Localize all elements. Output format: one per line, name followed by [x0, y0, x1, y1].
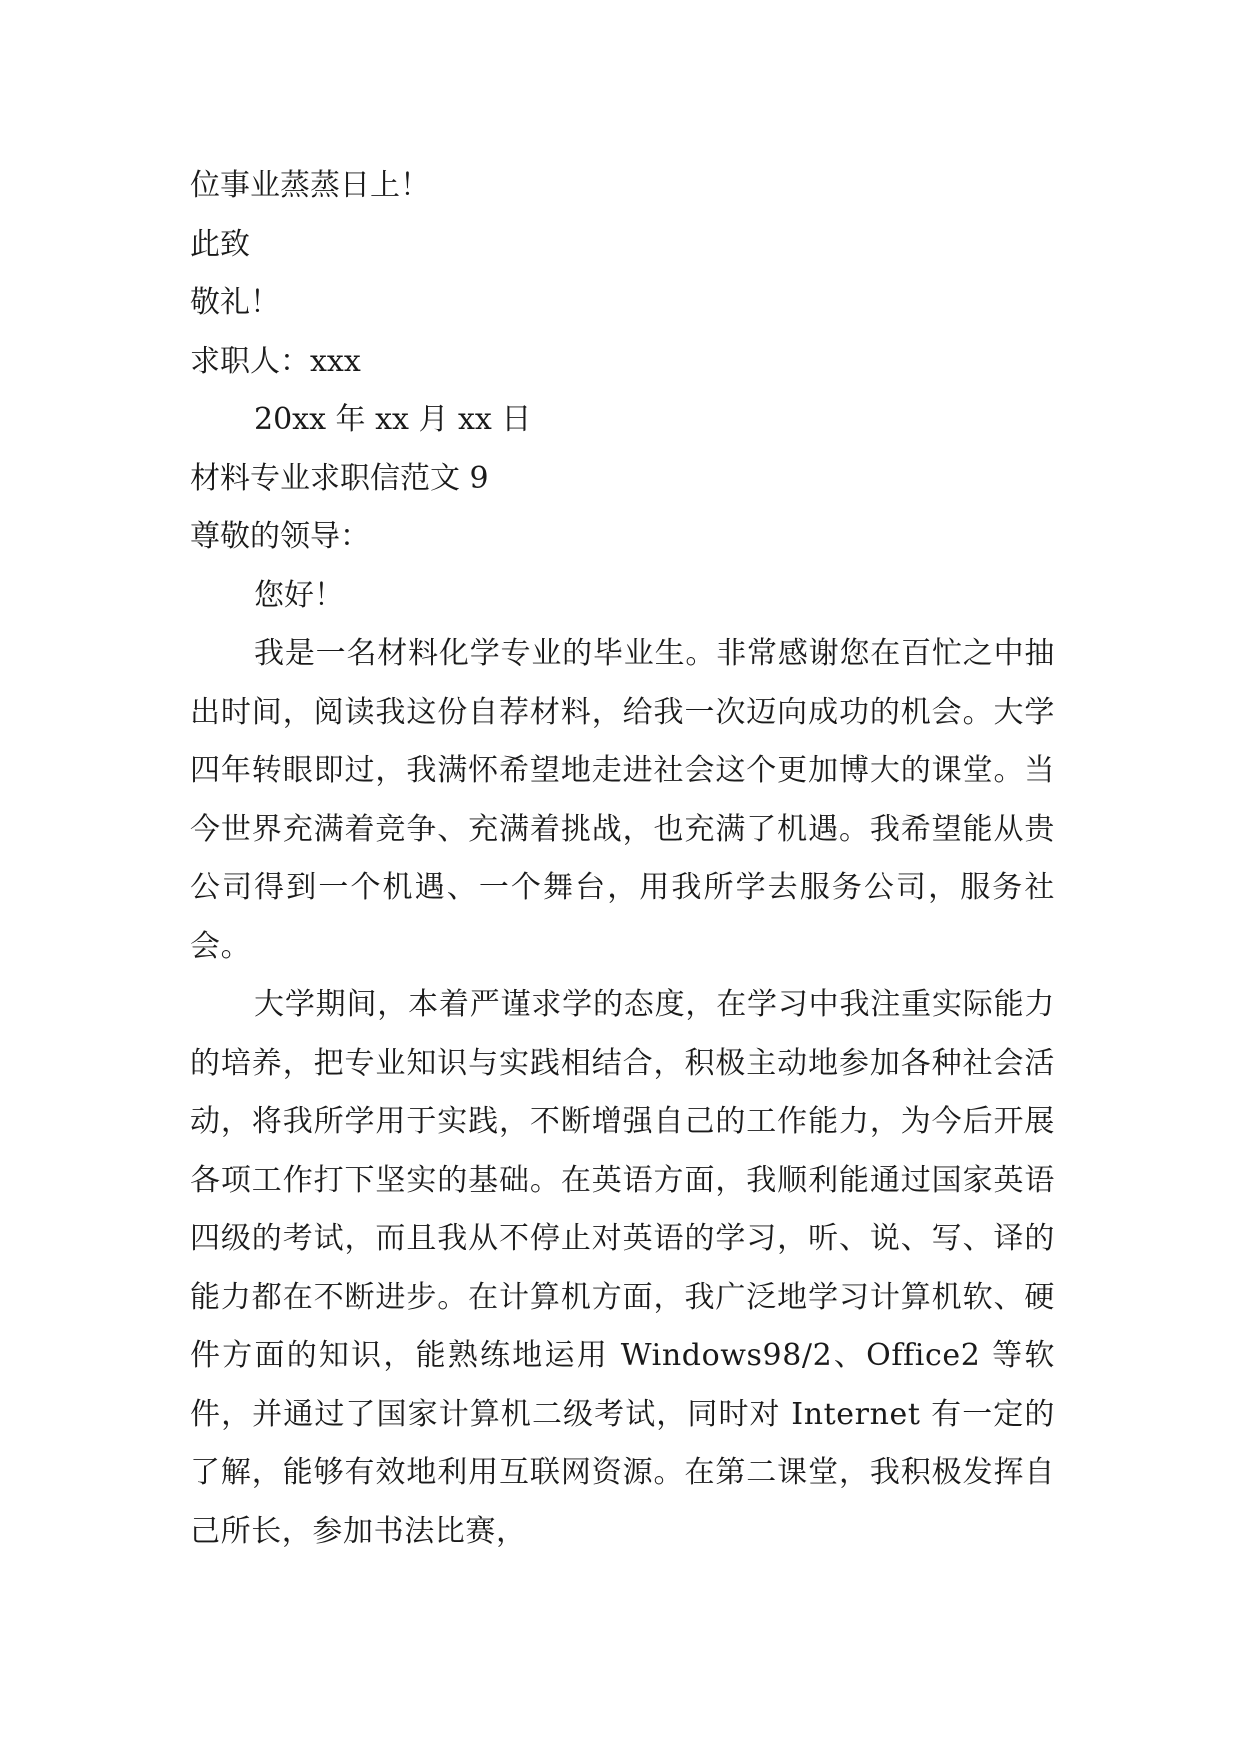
- letter-heading: 材料专业求职信范文 9: [190, 460, 489, 496]
- body-paragraph-1: 我是一名材料化学专业的毕业生。非常感谢您在百忙之中抽出时间，阅读我这份自荐材料，给我一次迈向成功的机会。大学四年转眼即过，我满怀希望地走进社会这个更加博大的课堂。当今世界充满着竞争、充满着挑战，也充满了机遇。我希望能从贵公司得到一个机遇、一个舞台，用我所学去服务公司，服务社会。: [190, 636, 1055, 964]
- closing-salute-2: 敬礼！: [190, 285, 280, 320]
- date: 20xx 年 xx 月 xx 日: [254, 402, 532, 437]
- document-body: [190, 157, 1055, 1561]
- letter-greeting: 尊敬的领导：: [190, 519, 370, 554]
- closing-salute-1: 此致: [190, 226, 250, 262]
- letter-hello: 您好！: [254, 577, 344, 613]
- signature: 求职人：xxx: [190, 343, 361, 379]
- closing-wish: 位事业蒸蒸日上！: [190, 168, 430, 203]
- body-paragraph-2: 大学期间，本着严谨求学的态度，在学习中我注重实际能力的培养，把专业知识与实践相结合，积极主动地参加各种社会活动，将我所学用于实践，不断增强自己的工作能力，为今后开展各项工作打下坚实的基础。在英语方面，我顺利能通过国家英语四级的考试，而且我从不停止对英语的学习，听、说、写、译的能力都在不断进步。在计算机方面，我广泛地学习计算机软、硬件方面的知识，能熟练地运用 Windows98/2、Office2 等软件，并通过了国家计算机二级考试，同时对 Internet 有一定的了解，能够有效地利用互联网资源。在第二课堂，我积极发挥自己所长，参加书法比赛，: [190, 987, 1055, 1549]
